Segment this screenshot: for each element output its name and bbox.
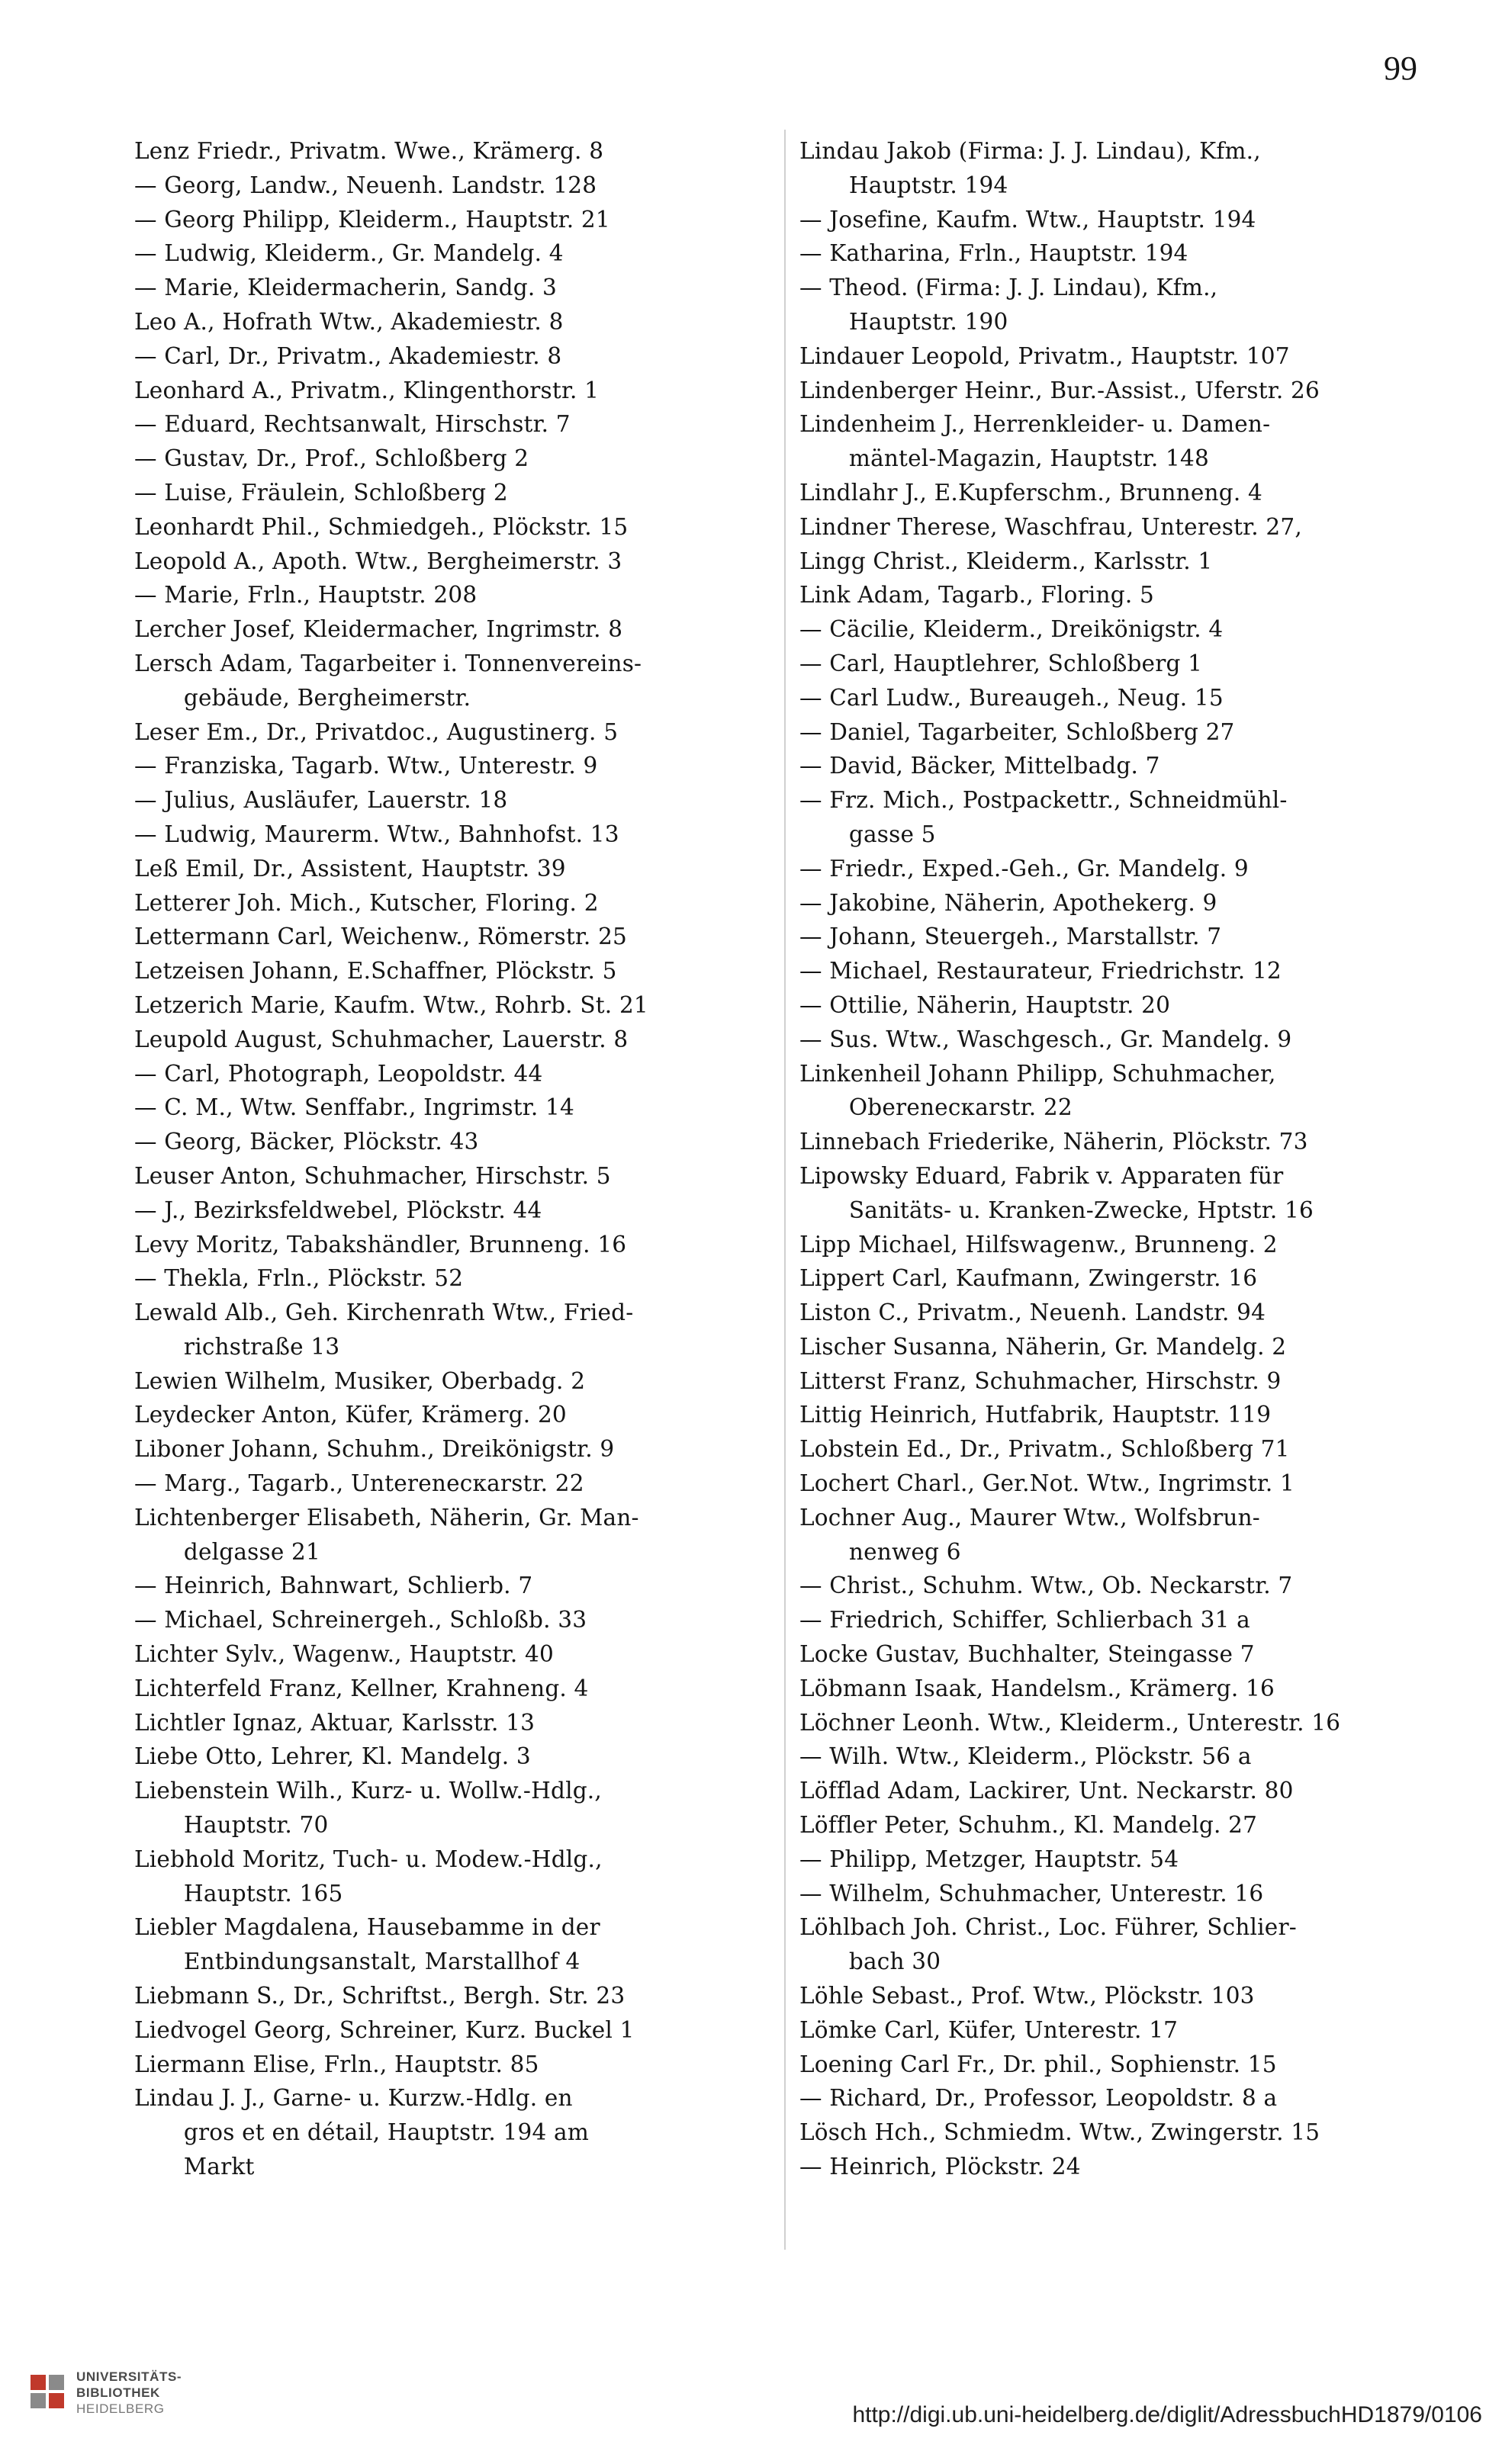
directory-entry-line: Loening Carl Fr., Dr. phil., Sophienstr. 15 (799, 2051, 1277, 2077)
directory-entry-line: Lindenberger Heinr., Bur.-Assist., Uferstr. 26 (799, 377, 1320, 403)
directory-entry-line: Lochner Aug., Maurer Wtw., Wolfsbrun- (799, 1504, 1260, 1531)
directory-entry-line: Lösch Hch., Schmiedm. Wtw., Zwingerstr. 15 (799, 2119, 1320, 2146)
directory-entry-line: — Marg., Tagarb., Unterenecкarstr. 22 (134, 1470, 584, 1497)
directory-entry-line: — Josefine, Kaufm. Wtw., Hauptstr. 194 (799, 206, 1256, 233)
directory-entry-line: Lippert Carl, Kaufmann, Zwingerstr. 16 (799, 1265, 1258, 1292)
directory-entry-line: Lipp Michael, Hilfswagenw., Brunneng. 2 (799, 1231, 1278, 1258)
directory-entry-line: — Heinrich, Bahnwart, Schlierb. 7 (134, 1573, 533, 1599)
directory-entry-line: — Theod. (Firma: J. J. Lindau), Kfm., (799, 275, 1218, 301)
directory-entry-line: Leopold A., Apoth. Wtw., Bergheimerstr. 3 (134, 548, 622, 574)
directory-entry-line: Lömke Carl, Küfer, Unterestr. 17 (799, 2016, 1179, 2043)
directory-entry-line: — Wilhelm, Schuhmacher, Unterestr. 16 (799, 1880, 1264, 1907)
directory-entry-line: — Wilh. Wtw., Kleiderm., Plöckstr. 56 a (799, 1743, 1252, 1770)
directory-entry-line: Sanitäts- u. Kranken-Zwecke, Hptstr. 16 (848, 1197, 1314, 1223)
directory-entry-line: — Thekla, Frln., Plöckstr. 52 (134, 1265, 464, 1292)
directory-entry-line: — Philipp, Metzger, Hauptstr. 54 (799, 1846, 1179, 1872)
directory-entry-line: — Luise, Fräulein, Schloßberg 2 (134, 479, 508, 506)
directory-entry-line: Leupold August, Schuhmacher, Lauerstr. 8 (134, 1026, 629, 1052)
directory-entry-line: Linkenheil Johann Philipp, Schuhmacher, (799, 1060, 1276, 1087)
directory-entry-line: Link Adam, Tagarb., Floring. 5 (799, 582, 1154, 609)
directory-entry-line: bach 30 (848, 1948, 941, 1975)
directory-entry-line: Löfflad Adam, Lackirer, Unt. Neckarstr. 80 (799, 1778, 1294, 1804)
directory-entry-line: — Heinrich, Plöckstr. 24 (799, 2154, 1081, 2180)
directory-entry-line: Lichtenberger Elisabeth, Näherin, Gr. Man- (134, 1504, 639, 1531)
directory-entry-line: — Friedr., Exped.-Geh., Gr. Mandelg. 9 (799, 855, 1249, 882)
directory-entry-line: Löhlbach Joh. Christ., Loc. Führer, Schlier- (799, 1914, 1297, 1941)
directory-entry-line: Letzerich Marie, Kaufm. Wtw., Rohrb. St. 21 (134, 991, 648, 1018)
source-url[interactable]: http://digi.ub.uni-heidelberg.de/diglit/AdressbuchHD1879/0106 (852, 2402, 1482, 2427)
directory-entry-line: — Carl, Dr., Privatm., Akademiestr. 8 (134, 342, 562, 369)
directory-entry-line: Lichtler Ignaz, Aktuar, Karlsstr. 13 (134, 1709, 536, 1736)
directory-entry-line: Liboner Johann, Schuhm., Dreikönigstr. 9 (134, 1436, 615, 1463)
directory-entry-line: Lindenheim J., Herrenkleider- u. Damen- (799, 411, 1271, 438)
directory-entry-line: Lersch Adam, Tagarbeiter i. Tonnenvereins- (134, 650, 642, 676)
directory-entry-line: Litterst Franz, Schuhmacher, Hirschstr. 9 (799, 1367, 1282, 1394)
column-divider (784, 130, 786, 2250)
library-logo (31, 2350, 214, 2434)
directory-right-column (799, 134, 1425, 2184)
directory-entry-line: Liebmann S., Dr., Schriftst., Bergh. Str. 23 (134, 1983, 626, 2009)
directory-entry-line: Hauptstr. 70 (183, 1812, 329, 1839)
directory-entry-line: Lischer Susanna, Näherin, Gr. Mandelg. 2 (799, 1333, 1287, 1360)
directory-entry-line: Leo A., Hofrath Wtw., Akademiestr. 8 (134, 308, 564, 335)
directory-entry-line: — Georg, Landw., Neuenh. Landstr. 128 (134, 172, 597, 198)
directory-entry-line: Letzeisen Johann, E.Schaffner, Plöckstr. 5 (134, 958, 617, 985)
directory-entry-line: Littig Heinrich, Hutfabrik, Hauptstr. 119 (799, 1402, 1272, 1428)
directory-entry-line: Hauptstr. 190 (848, 308, 1008, 335)
directory-entry-line: Lichterfeld Franz, Kellner, Krahneng. 4 (134, 1675, 589, 1701)
directory-entry-line: delgasse 21 (183, 1538, 320, 1565)
directory-entry-line: Lindner Therese, Waschfrau, Unterestr. 27, (799, 513, 1302, 540)
directory-entry-line: Lindau J. J., Garne- u. Kurzw.-Hdlg. en (134, 2085, 573, 2112)
directory-entry-line: — Katharina, Frln., Hauptstr. 194 (799, 240, 1188, 267)
directory-entry-line: Leonhardt Phil., Schmiedgeh., Plöckstr. 15 (134, 513, 629, 540)
directory-entry-line: Hauptstr. 194 (848, 172, 1008, 198)
directory-entry-line: Markt (183, 2154, 255, 2180)
directory-entry-line: mäntel-Magazin, Hauptstr. 148 (848, 445, 1209, 472)
logo-line-2: BIBLIOTHEK (76, 2385, 160, 2400)
directory-entry-line: — Christ., Schuhm. Wtw., Ob. Neckarstr. 7 (799, 1573, 1293, 1599)
directory-entry-line: — Michael, Restaurateur, Friedrichstr. 12 (799, 958, 1282, 985)
directory-entry-line: — Friedrich, Schiffer, Schlierbach 31 a (799, 1607, 1250, 1634)
logo-line-1: UNIVERSITÄTS- (76, 2369, 182, 2384)
directory-entry-line: — Eduard, Rechtsanwalt, Hirschstr. 7 (134, 411, 571, 438)
directory-entry-line: Löhle Sebast., Prof. Wtw., Plöckstr. 103 (799, 1983, 1255, 2009)
directory-entry-line: — Daniel, Tagarbeiter, Schloßberg 27 (799, 718, 1235, 745)
directory-entry-line: — Sus. Wtw., Waschgesch., Gr. Mandelg. 9 (799, 1026, 1292, 1052)
directory-entry-line: Oberenecкarstr. 22 (848, 1094, 1073, 1121)
directory-entry-line: Löchner Leonh. Wtw., Kleiderm., Unterestr. 16 (799, 1709, 1341, 1736)
directory-entry-line: Lettermann Carl, Weichenw., Römerstr. 25 (134, 924, 628, 950)
directory-entry-line: Lochert Charl., Ger.Not. Wtw., Ingrimstr. 1 (799, 1470, 1295, 1497)
directory-entry-line: — Gustav, Dr., Prof., Schloßberg 2 (134, 445, 529, 472)
directory-entry-line: Levy Moritz, Tabakshändler, Brunneng. 16 (134, 1231, 627, 1258)
directory-entry-line: — Georg, Bäcker, Plöckstr. 43 (134, 1129, 479, 1155)
directory-entry-line: — Michael, Schreinergeh., Schloßb. 33 (134, 1607, 587, 1634)
directory-entry-line: Lewald Alb., Geh. Kirchenrath Wtw., Fried- (134, 1299, 634, 1326)
directory-entry-line: Locke Gustav, Buchhalter, Steingasse 7 (799, 1641, 1255, 1668)
directory-entry-line: Lenz Friedr., Privatm. Wwe., Krämerg. 8 (134, 138, 604, 164)
directory-entry-line: Letterer Joh. Mich., Kutscher, Floring. 2 (134, 889, 599, 916)
directory-entry-line: Leuser Anton, Schuhmacher, Hirschstr. 5 (134, 1162, 611, 1189)
page-number: 99 (1384, 50, 1417, 87)
directory-entry-line: Lingg Christ., Kleiderm., Karlsstr. 1 (799, 548, 1213, 574)
directory-entry-line: — Ludwig, Maurerm. Wtw., Bahnhofst. 13 (134, 821, 619, 847)
directory-entry-line: — Georg Philipp, Kleiderm., Hauptstr. 21 (134, 206, 610, 233)
directory-entry-line: Liston C., Privatm., Neuenh. Landstr. 94 (799, 1299, 1266, 1326)
directory-left-column (134, 134, 775, 2184)
directory-entry-line: — Marie, Frln., Hauptstr. 208 (134, 582, 478, 609)
directory-entry-line: — Johann, Steuergeh., Marstallstr. 7 (799, 924, 1222, 950)
directory-entry-line: — Frz. Mich., Postpackettr., Schneidmühl- (799, 787, 1288, 814)
directory-entry-line: Lichter Sylv., Wagenw., Hauptstr. 40 (134, 1641, 554, 1668)
directory-entry-line: — C. M., Wtw. Senffabr., Ingrimstr. 14 (134, 1094, 574, 1121)
library-logo-icon (31, 2375, 66, 2410)
directory-entry-line: — Richard, Dr., Professor, Leopoldstr. 8 a (799, 2085, 1278, 2112)
directory-entry-line: Lercher Josef, Kleidermacher, Ingrimstr. 8 (134, 616, 623, 643)
directory-entry-line: Leß Emil, Dr., Assistent, Hauptstr. 39 (134, 855, 566, 882)
directory-entry-line: Lobstein Ed., Dr., Privatm., Schloßberg 71 (799, 1436, 1290, 1463)
directory-entry-line: Leonhard A., Privatm., Klingenthorstr. 1 (134, 377, 600, 403)
directory-entry-line: Liermann Elise, Frln., Hauptstr. 85 (134, 2051, 539, 2077)
directory-entry-line: Liebhold Moritz, Tuch- u. Modew.-Hdlg., (134, 1846, 603, 1872)
directory-entry-line: — David, Bäcker, Mittelbadg. 7 (799, 753, 1160, 779)
directory-entry-line: gasse 5 (848, 821, 936, 847)
directory-entry-line: Liebler Magdalena, Hausebamme in der (134, 1914, 600, 1941)
directory-entry-line: Löffler Peter, Schuhm., Kl. Mandelg. 27 (799, 1812, 1258, 1839)
directory-entry-line: — Ludwig, Kleiderm., Gr. Mandelg. 4 (134, 240, 564, 267)
directory-entry-line: — Franziska, Tagarb. Wtw., Unterestr. 9 (134, 753, 598, 779)
directory-entry-line: — Carl, Hauptlehrer, Schloßberg 1 (799, 650, 1203, 676)
directory-entry-line: nenweg 6 (848, 1538, 961, 1565)
directory-entry-line: — Julius, Ausläufer, Lauerstr. 18 (134, 787, 508, 814)
directory-entry-line: — Marie, Kleidermacherin, Sandg. 3 (134, 275, 557, 301)
directory-entry-line: gros et en détail, Hauptstr. 194 am (183, 2119, 589, 2146)
directory-entry-line: richstraße 13 (183, 1333, 340, 1360)
directory-entry-line: Lipowsky Eduard, Fabrik v. Apparaten für (799, 1162, 1284, 1189)
directory-entry-line: Hauptstr. 165 (183, 1880, 343, 1907)
directory-entry-line: — Jakobine, Näherin, Apothekerg. 9 (799, 889, 1217, 916)
directory-entry-line: Liedvogel Georg, Schreiner, Kurz. Buckel 1 (134, 2016, 635, 2043)
library-logo-text (76, 2369, 182, 2417)
directory-entry-line: Löbmann Isaak, Handelsm., Krämerg. 16 (799, 1675, 1275, 1701)
directory-entry-line: Lindlahr J., E.Kupferschm., Brunneng. 4 (799, 479, 1262, 506)
directory-entry-line: Leser Em., Dr., Privatdoc., Augustinerg. 5 (134, 718, 619, 745)
logo-line-3: HEIDELBERG (76, 2401, 165, 2416)
directory-entry-line: Lewien Wilhelm, Musiker, Oberbadg. 2 (134, 1367, 586, 1394)
directory-entry-line: Liebe Otto, Lehrer, Kl. Mandelg. 3 (134, 1743, 531, 1770)
directory-entry-line: — Cäcilie, Kleiderm., Dreikönigstr. 4 (799, 616, 1224, 643)
directory-entry-line: Entbindungsanstalt, Marstallhof 4 (183, 1948, 581, 1975)
directory-entry-line: — Carl Ludw., Bureaugeh., Neug. 15 (799, 684, 1224, 711)
directory-entry-line: — Carl, Photograph, Leopoldstr. 44 (134, 1060, 543, 1087)
directory-entry-line: gebäude, Bergheimerstr. (183, 684, 471, 711)
directory-entry-line: Lindau Jakob (Firma: J. J. Lindau), Kfm., (799, 138, 1261, 164)
directory-entry-line: Linnebach Friederike, Näherin, Plöckstr. 73 (799, 1129, 1308, 1155)
directory-entry-line: Lindauer Leopold, Privatm., Hauptstr. 107 (799, 342, 1290, 369)
directory-entry-line: — J., Bezirksfeldwebel, Plöckstr. 44 (134, 1197, 542, 1223)
directory-entry-line: Leydecker Anton, Küfer, Krämerg. 20 (134, 1402, 567, 1428)
directory-entry-line: Liebenstein Wilh., Kurz- u. Wollw.-Hdlg., (134, 1778, 602, 1804)
directory-entry-line: — Ottilie, Näherin, Hauptstr. 20 (799, 991, 1171, 1018)
